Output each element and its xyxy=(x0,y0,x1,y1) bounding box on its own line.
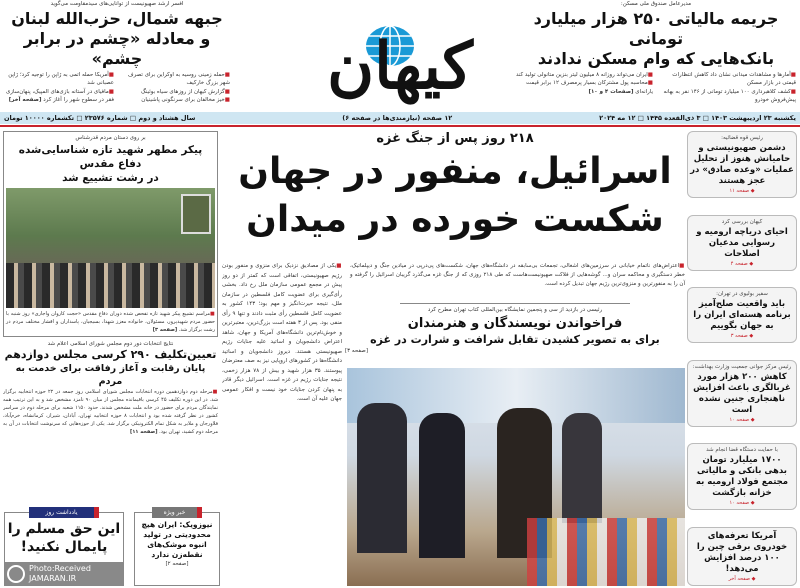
side-story[interactable] xyxy=(687,527,797,586)
headline: پیکر مطهر شهید تازه شناسایی‌شده دفاع مقدس xyxy=(18,143,203,170)
headline: نیوزویک: ایران هیچ محدودیتی در تولید انبوه موشک‌های نقطه‌زن ندارد xyxy=(141,520,213,559)
watermark-credit: Photo:Received xyxy=(29,563,91,573)
kicker: ۲۱۸ روز پس از جنگ غزه xyxy=(376,131,534,146)
headline: ۱۷۰۰ میلیارد تومان بدهی بانکی و مالیاتی مجتمع فولاد ارومیه به خزانه بازگشت xyxy=(695,455,789,499)
left-column xyxy=(3,131,218,503)
page-ref: [صفحات ۴ و ۱۰] xyxy=(588,88,634,95)
date: یکشنبه ۲۳ اردیبهشت ۱۴۰۳ □ ۳ ذی‌القعده ۱۴۴۵ □ ۱۲ مه ۲۰۲۴ xyxy=(599,114,796,122)
logo-text: کیهان xyxy=(327,29,473,104)
watermark xyxy=(5,562,123,585)
kicker: رئیس مرکز جوانی جمعیت وزارت بهداشت: xyxy=(692,363,792,370)
masthead-logo xyxy=(285,5,515,110)
page-ref: ◆ صفحه ۱۱ xyxy=(729,188,755,194)
main-headline: شکست خورده در میدان xyxy=(246,199,664,240)
main-side-text: ■یکی از مصادیق نزدیک برای منزوی و منفور بودن رژیم صهیونیستی، اتفاقی است که کمتر از دو روز پیش در مجمع عمومی سازمان ملل رخ داد. بخشی رأی‌گیری برای عضویت کامل فلسطین در سازمان ملل، نتیجه حیرت‌انگیز و مهم بود؛ ۱۴۳ کشور به عضویت کامل فلسطین رأی مثبت دادند و تنها ۹ رأی منفی بود. پس از ۳ هفته است بزرگ‌ترین، معتبرترین و خوش‌نام‌ترین دانشگاه‌های آمریکا و جهان، شاهد اعتراض دانشجویان و اساتید علیه جنایات رژیم صهیونیستی هستند. دیروز دانشجویان و اساتید دانشگاه‌ها در کشورهای اروپایی نیز به صف معترضان پیوستند. ۳۵ هزار شهید و بیش از ۷۸ هزار زخمی، نتیجه جنایات رژیم در غزه است. اسرائیل دیگر قادر به پنهان کردن جنایات خود نیست و افکار عمومی جهان علیه آن است. xyxy=(222,263,342,402)
bullet: ■گزارش کیهان از روزهای سیاه بوئینگ xyxy=(140,88,230,95)
headline: تعیین‌تکلیف ۲۹۰ کرسی مجلس دوازدهم xyxy=(4,348,217,361)
divider xyxy=(0,125,800,127)
jamaran-logo-icon xyxy=(7,565,25,583)
photo-caption: ■مراسم تشییع پیکر شهید تازه تفحص شده دوران دفاع مقدس «حجت کاروان واجاری» روز شنبه با حضور مردم شهیدپرور، مسئولان، خانواده معزز شهدا، بسیجیان، پاسداران و اقشار مختلف مردم در رشت برگزار شد. [صفحه ۳] xyxy=(6,310,215,333)
body-text: ■مرحله دوم دوازدهمین دوره انتخابات مجلس شورای اسلامی روز جمعه در ۲۲ حوزه انتخابیه برگزار شد. در این دوره تکلیف ۴۵ کرسی باقیمانده مجلس از میان ۹۰ نامزد مشخص شد و به این ترتیب همه نمایندگان مردم برای حضور در خانه ملت مشخص شدند. حدود ۱۱۵۰ شعبه برای مرحله دوم در سراسر کشور در نظر گرفته شده بود و انتخابات ۸ حوزه انتخابیه تهران، آبادان، شیراز، کرمانشاه، خرم‌آباد، فلاورجان و ملایر به شکل تمام الکترونیکی برگزار شد. یکی از حوزه‌هایی که سرنوشت انتخابات در آن به مرحله دوم کشید، تهران بود. [صفحه ۱۱] xyxy=(3,389,218,435)
top-right-story[interactable] xyxy=(516,0,796,111)
headline: در رشت تشییع شد xyxy=(62,171,159,184)
main-story[interactable] xyxy=(225,130,685,244)
side-story[interactable] xyxy=(687,215,797,271)
bullet: ■محاسبه پول مشترکان بسیار پرمصرف ۱۲ برابر قیمت یارانه‌ای [صفحات ۴ و ۱۰] xyxy=(526,80,653,95)
headline: احیای دریاچه ارومیه و رسوایی مدعیان اصلاحات xyxy=(696,226,788,259)
headline: فراخواندن نویسندگان و هنرمندان xyxy=(407,315,623,331)
page-ref: [صفحه ۳] xyxy=(345,347,368,354)
divider xyxy=(400,303,630,304)
page-count: ۱۲ صفحه (نیازمندی‌ها در صفحه ۶) xyxy=(342,114,453,122)
section-tag: خبر ویژه xyxy=(152,507,202,518)
side-story[interactable] xyxy=(687,287,797,343)
headline: پایان رقابت و آغاز رفاقت برای خدمت به مردم xyxy=(15,363,206,387)
bullet: ■آمارها و مشاهدات میدانی نشان داد کاهش انتظارات قیمتی در بازار مسکن xyxy=(672,71,796,86)
book-fair-photo xyxy=(347,368,685,586)
right-column xyxy=(687,131,797,586)
headline: کاهش ۲۰۰ هزار مورد غربالگری باعث افزایش ناهنجاری جنین نشده است xyxy=(693,371,791,415)
special-news-box[interactable] xyxy=(134,509,220,586)
kicker: رئیسی در بازدید از سی و پنجمین نمایشگاه بین‌المللی کتاب تهران مطرح کرد xyxy=(427,307,603,313)
headline: بانک‌هایی که وام مسکن ندادند xyxy=(537,48,775,68)
watermark-site: JAMARAN.IR xyxy=(29,573,77,583)
kicker: سفیر بولیوی در تهران: xyxy=(716,291,768,298)
kicker: افسر ارشد صهیونیست از توانایی‌های سیدمقاومت می‌گوید xyxy=(50,1,184,7)
page-ref: ◆ صفحه ۱۰ xyxy=(729,500,755,507)
date-bar xyxy=(0,112,800,124)
kicker: رئیس قوه قضائیه: xyxy=(721,135,763,141)
bullet: ■خیز مخالفان برای سرنگونی پاشینیان xyxy=(141,97,230,103)
section-tag: یادداشت روز xyxy=(29,507,99,518)
issue-info: سال هشتاد و دوم □ شماره ۲۳۵۷۶ □ تکشماره ۱۰۰۰۰ تومان xyxy=(4,114,196,122)
headline: جریمه مالیاتی ۲۵۰ هزار میلیارد تومانی xyxy=(533,8,779,48)
headline: دشمن صهیونیستی و حامیانش هنوز از تحلیل عملیات «وعده صادق» در عجز هستند xyxy=(690,143,794,186)
sub-story[interactable] xyxy=(345,306,685,355)
main-headline: اسرائیل، منفور در جهان xyxy=(238,151,672,192)
kicker: مدیرعامل صندوق ملی مسکن: xyxy=(620,1,692,7)
headline: آمریکا تعرفه‌های خودروی برقی چین را ۱۰۰ درصد افزایش می‌دهد! xyxy=(696,530,788,574)
main-lead: ■اعتراض‌های ناتمام خیابانی در سرزمین‌های اشغالی، تجمعات بی‌سابقه در دانشگاه‌های جهان، شکست‌های پی‌درپی در میادین جنگ و دیپلماتیک، خطر دستگیری و محاکمه سران و... گوشه‌هایی از فلاکت صهیونیست‌هاست که طی ۲۱۸ روزی که از جنگ غزه می‌گذرد گریبان اسرائیل را گرفته و آن را به منفورترین و منزوی‌ترین رژیم جهان تبدیل کرده است. xyxy=(350,263,685,287)
bullet: ■حمله زمینی روسیه به اوکراین برای تصرف شهر بزرگ خارکیف xyxy=(127,71,230,86)
kicker: کیهان بررسی کرد xyxy=(721,218,763,225)
side-story[interactable] xyxy=(687,360,797,427)
headline: جبهه شمال، حزب‌الله لبنان xyxy=(11,8,223,28)
kicker: بر روی دستان مردم قدرشناس xyxy=(75,135,146,141)
headline: برای به تصویر کشیدن تقابل شرافت و شرارت در غزه xyxy=(370,332,660,346)
top-left-story[interactable] xyxy=(4,0,230,111)
side-story[interactable] xyxy=(687,131,797,198)
page-ref: ◆ صفحه آخر xyxy=(728,575,756,582)
kicker: با حمایت دستگاه قضا انجام شد xyxy=(706,447,778,454)
side-story[interactable] xyxy=(687,443,797,510)
headline: و معادله «چشم در برابر چشم» xyxy=(23,28,211,68)
page-ref: ◆ صفحه ۳ xyxy=(730,333,754,340)
page-ref: ◆ صفحه ۱۰ xyxy=(729,416,755,423)
bullet: ■ایران می‌تواند روزانه ۸ میلیون لیتر بنزین متانولی تولید کند xyxy=(515,71,653,78)
bullet: ■کشف کلاهبرداری ۱۰۰ میلیارد تومانی از ۱۴۶ نفر به بهانه پیش‌فروش خودرو xyxy=(663,88,796,103)
funeral-photo xyxy=(6,188,215,308)
page-ref: [صفحه آخر] xyxy=(8,97,42,103)
page-ref: ◆ صفحه ۴ xyxy=(730,260,754,267)
bullet: ■آمریکا حمله اتمی به ژاپن را توجیه کرد؛ ژاپن عصبانی شد xyxy=(8,71,114,86)
kicker: نتایج انتخابات دور دوم مجلس شورای اسلامی اعلام شد xyxy=(47,340,174,347)
page-ref: [صفحه ۲] xyxy=(165,561,189,567)
bullet: ■مافیای در آستانه بازی‌های المپیک، پنهان‌سازی فقر در سطوح شهر را آغاز کرد [صفحه آخر] xyxy=(5,88,114,103)
headline: این حق مسلم را پایمال نکنید! xyxy=(7,521,121,555)
headline: باید واقعیت صلح‌آمیز برنامه هسته‌ای ایران را به جهان بگوییم xyxy=(693,299,791,332)
